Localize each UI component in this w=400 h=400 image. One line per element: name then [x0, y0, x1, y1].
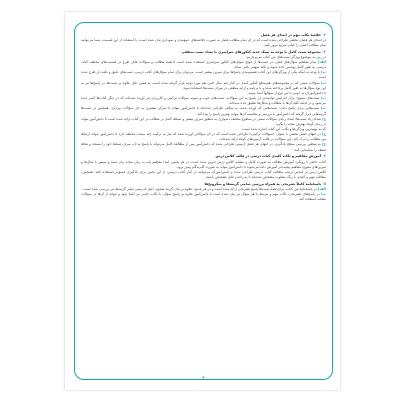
list-item-text: با توجه به اینکه یکی از ویژگی‌های این کتاب تقسیم‌بندی پاسخ‌ها برای تمرین بیشتر است، می‌توان برای تمام سؤال‌های کتاب درسی، تست‌های دقیق و نکته دار طرح شده است. — [81, 70, 326, 80]
list-item-text: در انتهای فصل بخشی با عنوان «سؤالات ترکیبی» طراحی شده است که در آن سؤالاتی آورده شده که نیاز به ترکیب چند مبحث مختلف دارد تا دانش‌آموز بتواند ارتباط بین مطالب را درک کند. این سؤالات در قالب آزمون‌های کوتاه ارائه شده‌اند. — [81, 132, 326, 142]
list-item-marker: پ) — [320, 80, 326, 85]
paragraph: در زیر، به موضوع ویژگی تست‌های این کتاب می‌پردازیم: — [245, 54, 326, 59]
section-number: ۵- — [322, 181, 326, 186]
list-item-marker: ح) — [321, 142, 326, 147]
list-item — [81, 81, 326, 91]
page-frame — [74, 22, 333, 380]
list-item — [81, 96, 326, 106]
list-item-text: تست‌هایی برای پاسخ دادن: تست‌هایی که آورده شده، به شکلی طراحی شده‌اند تا دانش‌آموز بتواند با تمرکز بیشتری به حل سؤالات بپردازد. همچنین در تست‌ها گزینه‌هایی قرار گرفته که دانش‌آموز با بررسی و مقایسه آن‌ها بتواند بهترین پاسخ را پیدا کند. — [81, 106, 326, 116]
list-item-text: در پاسخ‌های تشریحی، نکات مهم و مرتبط با هر سؤال نیز بیان شده است تا دانش‌آموز علاوه بر پاسخ سؤال، با نکات جانبی نیز آشنا شود و بتواند از آن‌ها در سؤالات مشابه استفاده کند. — [81, 192, 326, 202]
list-item — [81, 142, 326, 152]
page-content — [81, 31, 326, 371]
list-item — [81, 132, 326, 142]
list-item-text: به منظور بررسی سطح یادگیری، در انتهای هر فصل آزمونی طراحی شده که دانش‌آموز پس از مطالعهٔ کامل می‌تواند با پاسخ به آن، میزان تسلط خود را بسنجد و نقاط ضعف را شناسایی کند. — [81, 142, 326, 152]
list-item-marker: ث) — [320, 106, 326, 111]
list-item-marker: ب) — [320, 70, 326, 75]
page-number: ۳ — [202, 375, 205, 380]
list-item-marker: ب) — [320, 192, 326, 197]
paragraph: در ابتدای هر فصل، بخشی طراحی شده است که در آن تمام مطالب فصل به صورت خلاصه‌های جمع‌بندی و نموداری بیان شده است. با استفاده از این قسمت، شما می‌توانید تمام مطالب اصلی را خیلی سریع مرور کنید. — [81, 37, 326, 47]
list-item-marker: ت) — [320, 96, 326, 101]
list-item-marker: چ) — [321, 132, 326, 137]
list-item — [81, 192, 326, 202]
list-item-text: تست‌های متنوع: برای افزایش توانمندی در پاسخ به این سؤالات، تست‌های خوب و نمونه سؤالات ترکیبی و کاربردی نیز آورده شده‌اند که در دیگر کتاب‌ها کمتر دیده می‌شود و در ادامه کلیه‌ٔ آن‌ها با مطالب و شکل‌ها تطبیق داده شده‌اند. — [81, 96, 326, 106]
section-number: ۴- — [322, 154, 326, 159]
list-item — [81, 60, 326, 70]
section-number: ۳- — [322, 49, 326, 54]
list-item-text: در پاسخنامهٔ این کتاب، برای همهٔ تست‌ها پاسخ تشریحی ارائه شده است و در هر پاسخ، علاوه بر بیان گزینهٔ صحیح، دلیل نادرستی سایر گزینه‌ها نیز بررسی شده است. — [82, 186, 317, 191]
list-item — [81, 70, 326, 80]
document-page — [65, 12, 340, 390]
section-title: آموزش مفاهیم و نکات کلیدی کتاب درسی در قالب کلاس درس — [215, 154, 321, 159]
list-item — [81, 117, 326, 127]
list-item — [81, 106, 326, 116]
paragraph: کلاس درس بر اساس ترتیب مطالب کتاب درسی طراحی شده و دانش‌آموزان می‌توانند در کنار کتاب درسی، از این بخش برای یادگیری عمیق‌تر استفاده کنند. همچنین، مطالب مهم و کلیدی با رنگ متفاوت مشخص شده‌اند تا به راحتی قابل تشخیص باشند. — [81, 169, 326, 179]
list-item-text: سؤالات تستی که در مجموعه‌های هم‌سطح کنکور آمده، در کنار چند سال اخیر، هم مورد توجه قرار گرفته شده است، به همین دلیل علاوه بر تست‌ها، در پاسخ‌ها نیز به این نوع سؤال‌ها به طور کامل پرداخته شده و با برنامه و ارایه منطقی در میزان تست‌ها استفاده شود. — [81, 80, 326, 90]
list-item-marker: الف) — [317, 186, 326, 191]
paragraph: کتاب حاضر با رویکرد آموزش مطالب به صورت کامل و مشابه کلاس درس تدوین شده است. در هر بخش، ابتدا مفاهیم پایه به زبان ساده بیان شده و سپس با مثال‌ها و تمرین‌های متنوع، مفاهیم پیچیده‌تر آموزش داده می‌شوند تا دانش‌آموز بتواند به صورت گام‌به‌گام پیش برود. — [81, 159, 326, 169]
paragraph: تا دانش‌آموزان به خوبی با این نوع از سؤالها آشنا شوند. — [247, 90, 326, 95]
list-item-marker: الف) — [317, 59, 326, 64]
list-item-marker: ج) — [321, 116, 326, 121]
section-number: ۲- — [322, 32, 326, 37]
list-item-text: تعداد زیاد تست‌ها: تعداد زیادی سؤالات تستی در سطوح مختلف دشواری به منظور تمرین بیشتر و تسلط کامل بر مطالب در این کتاب ارائه شده است تا دانش‌آموز بتواند در زمان کوتاه بهترین نتیجه را بگیرد. — [81, 116, 326, 126]
section-title: مجموعه تست کامل با توجه به سبک جدید کنکورهای سراسری با تعداد تست منطقی — [181, 49, 321, 54]
paragraph: که به مهم‌ترین ویژگی‌ها و نکات این کتاب اشاره شده است. — [241, 127, 326, 131]
list-item-text: تمام مفاهیم سؤال‌های قبلی: در تست‌ها از انواع سؤال‌های کنکور سراسری استفاده شده است تا همهٔ مطالب و سؤالات قابل طرح در قسمت‌های مختلف کتاب درسی، به طور کامل پوشش داده شوند و نکتهٔ مبهمی باقی نماند. — [81, 59, 326, 70]
section-title: پاسخنامهٔ کاملاً تشریحی به همراه بررسی تمامی گزینه‌ها و میکرونخ‌ها — [204, 181, 321, 186]
section-title: خلاصهٔ نکات مهم در ابتدای هر فصل — [260, 32, 321, 37]
